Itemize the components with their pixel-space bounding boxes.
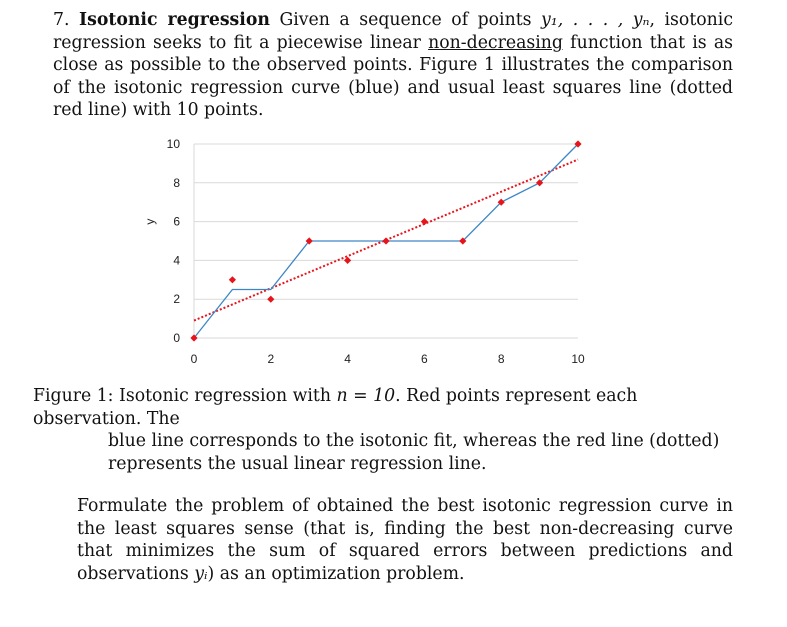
observation-point [229, 276, 236, 283]
non-decreasing-underlined: non-decreasing [428, 32, 563, 53]
y-tick-label: 6 [173, 214, 180, 229]
caption-rest: blue line corresponds to the isotonic fit, whereas the red line (dotted) represents the usual linear regression line. [108, 431, 720, 474]
caption-text-1b: . Red points represent each observation. The [33, 386, 638, 429]
y-tick-label: 2 [173, 292, 180, 307]
x-tick-label: 0 [190, 352, 198, 366]
problem-heading: Isotonic regression [79, 10, 270, 30]
isotonic-regression-chart [130, 128, 610, 378]
observation-point [267, 296, 274, 303]
figure-caption [33, 385, 733, 475]
x-tick-label: 4 [344, 352, 351, 366]
problem-text-2: , isotonic regression seeks to fit a piecewise linear [53, 10, 733, 53]
x-tick-label: 6 [421, 352, 428, 366]
y-tick-label: 10 [166, 137, 180, 151]
y-tick-label: 8 [173, 175, 180, 190]
x-tick-label: 2 [267, 352, 275, 366]
observation-point [382, 237, 389, 244]
y-tick-label: 0 [173, 331, 180, 345]
problem-number: 7. [53, 10, 70, 30]
y-axis-label: y [143, 218, 157, 225]
caption-first-line [33, 385, 733, 430]
x-tick-label: 10 [571, 352, 585, 366]
question-text-2: ) as an optimization problem. [207, 563, 465, 584]
observation-point [344, 257, 351, 264]
problem-text-1: Given a sequence of points [269, 10, 542, 30]
question-text [77, 495, 733, 585]
y-tick-label: 4 [173, 253, 180, 268]
problem-statement [53, 9, 733, 122]
problem-text-3: function that is as close as possible to the observed points. Figure 1 illustrates the comparison of the isotonic regression curve (blue) and usual least squares line (dotted red line) with 10 points. [53, 32, 734, 121]
sequence-math: y₁, . . . , yₙ [541, 10, 650, 30]
observation-point [421, 218, 428, 225]
caption-math: n = 10 [336, 386, 396, 406]
caption-text-1: Figure 1: Isotonic regression with [33, 386, 337, 406]
question-math: yᵢ [194, 563, 208, 584]
question-text-1: Formulate the problem of obtained the best isotonic regression curve in the least squares sense (that is, finding the best non-decreasing curve that minimizes the sum of squared errors between predictions and observations [77, 496, 733, 584]
x-tick-label: 8 [497, 352, 505, 366]
